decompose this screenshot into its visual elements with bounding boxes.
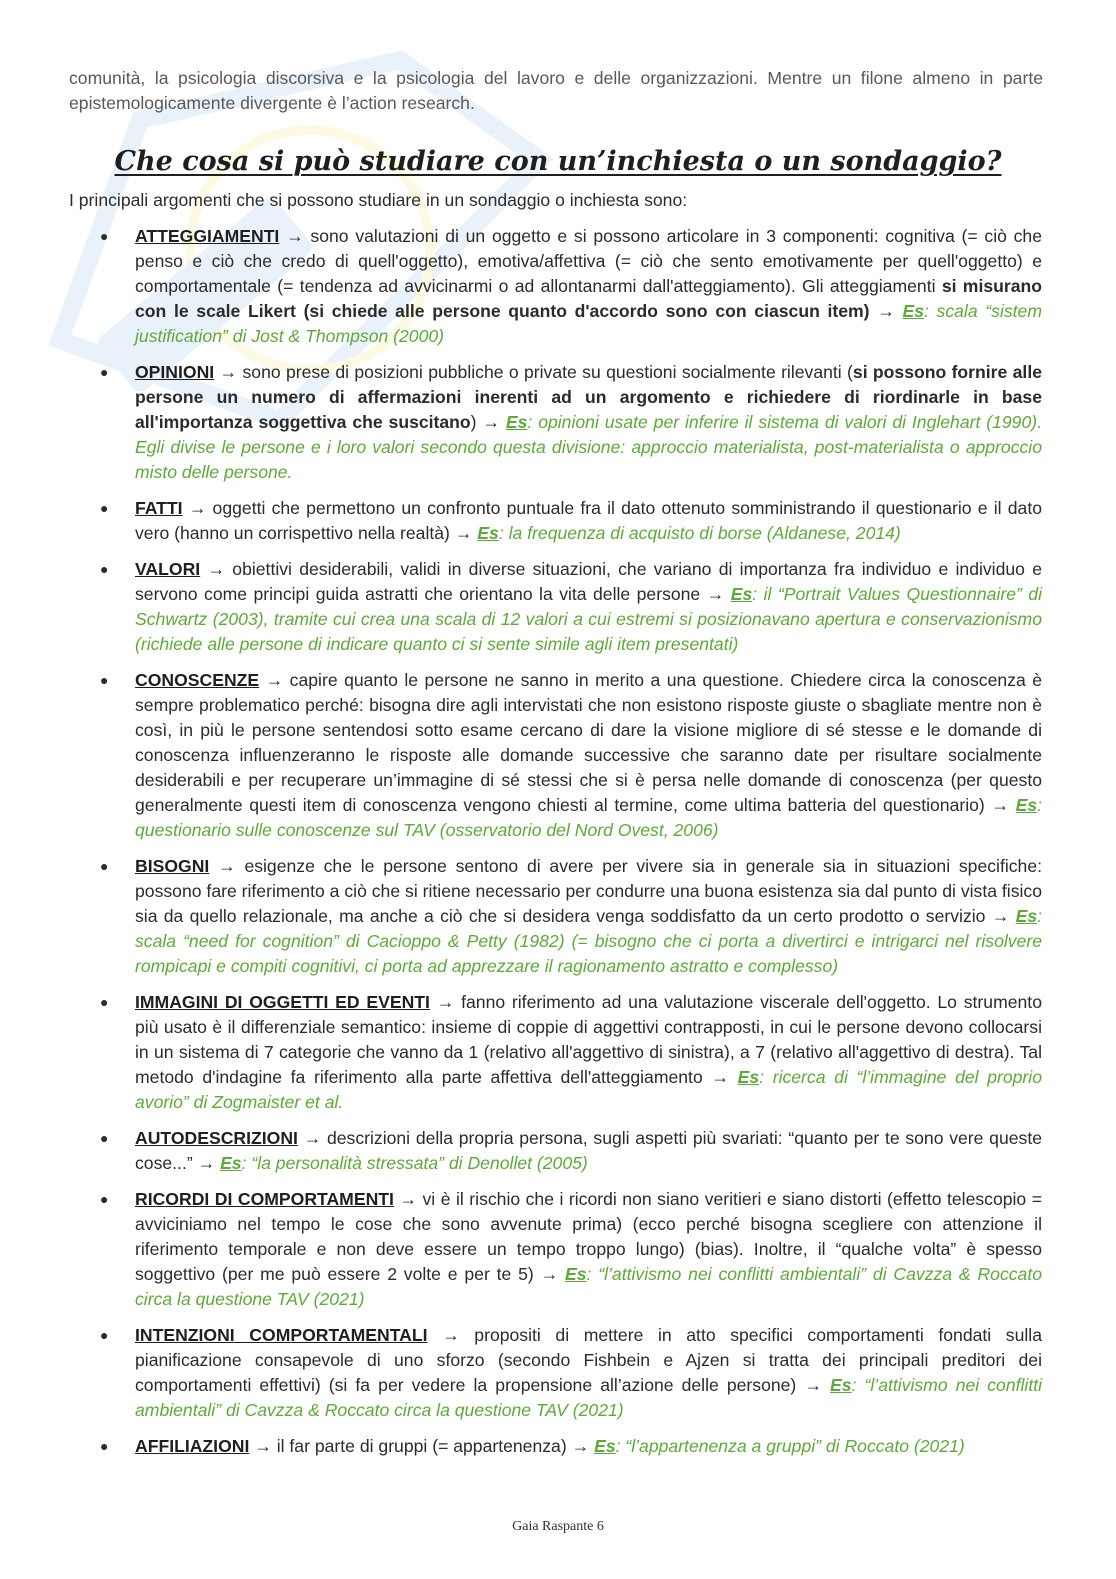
arrow-icon: → [804, 1375, 822, 1395]
item-text: sono prese di posizioni pubbliche o private su questioni socialmente rilevanti ( [237, 362, 853, 382]
list-item [0, 1187, 1116, 1312]
arrow-icon: → [265, 670, 284, 690]
arrow-icon: → [442, 1325, 460, 1345]
arrow-icon: → [482, 412, 501, 432]
example-text: : “l’attivismo nei conflitti ambientali” di Cavzza & Roccato circa la questione TAV (2021) [135, 1264, 1043, 1309]
item-term: AFFILIAZIONI [135, 1436, 250, 1456]
example-label: Es [477, 523, 499, 543]
example-text: : questionario sulle conoscenze sul TAV (osservatorio del Nord Ovest, 2006) [135, 795, 1043, 840]
arrow-icon: → [711, 1067, 729, 1087]
list-item [0, 496, 1116, 546]
list-item [0, 360, 1116, 485]
arrow-icon: → [197, 1153, 216, 1173]
example-text: : “l’attivismo nei conflitti ambientali” di Cavzza & Roccato circa la questione TAV (2021) [135, 1375, 1042, 1420]
example-label: Es [1015, 906, 1038, 926]
item-text: propositi di mettere in atto specifici comportamenti fondati sulla pianificazione consapevole di uno sforzo (secondo Fishbein e Ajzen si tratta dei principali preditori dei comportamenti effettivi) (si fa per vedere la propensione all’azione delle persone) [135, 1325, 1042, 1395]
example-label: Es [1015, 795, 1038, 815]
bullet-icon: ● [100, 1130, 109, 1146]
item-text: capire quanto le persone ne sanno in merito a una questione. Chiedere circa la conoscenza è sempre problematico perché: bisogna dire agli intervistati che non esistono risposte giuste o sbagliate mentre non è così, in più le persone sentendosi sotto esame cercano di dare la visione migliore di sé stesse e le domande di conoscenza influenzeranno le risposte alle domande successive che saranno date per risultare socialmente desiderabili e per recuperare un’immagine di sé stessi che si è persa nelle domande di conoscenza (per questo generalmente questi item di conoscenza vengono chiesti al termine, come ultima batteria del questionario) [135, 670, 1042, 815]
list-item [0, 990, 1116, 1115]
arrow-icon: → [219, 362, 238, 382]
item-term: RICORDI DI COMPORTAMENTI [135, 1189, 394, 1209]
item-term: AUTODESCRIZIONI [135, 1128, 298, 1148]
arrow-icon: → [218, 856, 236, 876]
arrow-icon: → [454, 523, 473, 543]
example-label: Es [737, 1067, 760, 1087]
list-item [0, 854, 1116, 979]
bullet-icon: ● [100, 672, 109, 688]
arrow-icon: → [188, 498, 207, 518]
topics-list [0, 224, 1116, 1470]
bullet-icon: ● [100, 228, 109, 244]
item-term: INTENZIONI COMPORTAMENTALI [135, 1325, 428, 1345]
item-term: BISOGNI [135, 856, 210, 876]
arrow-icon: → [286, 226, 304, 246]
bullet-icon: ● [100, 500, 109, 516]
example-label: Es [902, 301, 924, 321]
arrow-icon: → [303, 1128, 322, 1148]
arrow-icon: → [877, 301, 895, 321]
arrow-icon: → [991, 795, 1009, 815]
bullet-icon: ● [100, 994, 109, 1010]
item-term: OPINIONI [135, 362, 215, 382]
page-footer: Gaia Raspante 6 [512, 1519, 604, 1534]
example-text: : ricerca di “l’immagine del proprio avorio” di Zogmaister et al. [135, 1067, 1042, 1112]
item-text: obiettivi desiderabili, validi in diverse situazioni, che variano di importanza fra individuo e individuo e servono come principi guida astratti che orientano la vita delle persone [135, 559, 1042, 604]
example-label: Es [505, 412, 528, 432]
bullet-icon: ● [100, 1327, 109, 1343]
item-text: esigenze che le persone sentono di avere per vivere sia in generale sia in situazioni specifiche: possono fare riferimento a ciò che si ritiene necessario per condurre una buona esistenza sia dal punto di vista fisico sia da quello relazionale, ma anche a ciò che si desidera venga soddisfatto da un certo prodotto o servizio [135, 856, 1043, 926]
item-bold-text: si misurano con le scale Likert (si chiede alle persone quanto d'accordo sono con ciascun item) [135, 276, 1042, 321]
item-term: VALORI [135, 559, 201, 579]
list-item [0, 224, 1116, 349]
list-item [0, 1323, 1116, 1423]
list-item [0, 557, 1116, 657]
arrow-icon: → [571, 1436, 590, 1456]
item-term: CONOSCENZE [135, 670, 260, 690]
example-label: Es [565, 1264, 587, 1284]
item-text: oggetti che permettono un confronto puntuale fra il dato ottenuto somministrando il questionario e il dato vero (hanno un corrispettivo nella realtà) [135, 498, 1042, 543]
arrow-icon: → [436, 992, 455, 1012]
example-label: Es [220, 1153, 242, 1173]
intro-paragraph: comunità, la psicologia discorsiva e la psicologia del lavoro e delle organizzazioni. Mentre un filone almeno in parte epistemologicamente divergente è l’action research. [69, 68, 1043, 113]
example-text: : scala “sistem justification” di Jost & Thompson (2000) [135, 301, 1042, 346]
arrow-icon: → [991, 906, 1010, 926]
item-text-2: ) [470, 412, 483, 432]
example-label: Es [594, 1436, 616, 1456]
bullet-icon: ● [100, 561, 109, 577]
lead-sentence: I principali argomenti che si possono studiare in un sondaggio o inchiesta sono: [69, 190, 688, 210]
example-text: : “la personalità stressata” di Denollet (2005) [241, 1153, 588, 1173]
bullet-icon: ● [100, 858, 109, 874]
example-text: : il “Portrait Values Questionnaire” di Schwartz (2003), tramite cui crea una scala di 12 valori a cui estremi si posizionavano apertura e conservazionismo (richiede alle persone di indicare quanto ci si sente simile agli item presentati) [135, 584, 1042, 654]
item-text: descrizioni della propria persona, sugli aspetti più svariati: “quanto per te sono vere queste cose...” [135, 1128, 1043, 1173]
item-bold-text: si possono fornire alle persone un numero di affermazioni inerenti ad un argomento e richiedere di riordinarle in base all'importanza soggettiva che suscitano [135, 362, 1042, 432]
bullet-icon: ● [100, 1191, 109, 1207]
arrow-icon: → [399, 1189, 418, 1209]
example-text: : scala “need for cognition” di Cacioppo & Petty (1982) (= bisogno che ci porta a divertirci e intrigarci nel risolvere rompicapi e compiti cognitivi, ci porta ad apprezzare il ragionamento astratto e complesso) [135, 906, 1043, 976]
item-term: IMMAGINI DI OGGETTI ED EVENTI [135, 992, 430, 1012]
item-term: FATTI [135, 498, 183, 518]
example-text: : la frequenza di acquisto di borse (Aldanese, 2014) [498, 523, 901, 543]
example-label: Es [830, 1375, 852, 1395]
item-term: ATTEGGIAMENTI [135, 226, 280, 246]
list-item [0, 1126, 1116, 1176]
item-text: fanno riferimento ad una valutazione viscerale dell'oggetto. Lo strumento più usato è il differenziale semantico: insieme di coppie di aggettivi contrapposti, in cui le persone devono collocarsi in un sistema di 7 categorie che vanno da 1 (relativo all'aggettivo di sinistra), a 7 (relativo all'aggettivo di destra). Tal metodo d'indagine fa riferimento alla parte affettiva dell'atteggiamento [135, 992, 1042, 1087]
list-item [0, 668, 1116, 843]
section-heading: Che cosa si può studiare con un’inchiesta o un sondaggio? [114, 146, 1002, 177]
example-text: : “l’appartenenza a gruppi” di Roccato (2021) [615, 1436, 965, 1456]
bullet-icon: ● [100, 1438, 109, 1454]
item-text: vi è il rischio che i ricordi non siano veritieri e siano distorti (effetto telescopio = avviciniamo nel tempo le cose che sono avvenute prima) (ecco perché bisogna scegliere con attenzione il riferimento temporale e non deve essere un tempo troppo lungo) (bias). Inoltre, il “qualche volta” è spesso soggettivo (per me può essere 2 volte e per te 5) [135, 1189, 1042, 1284]
list-item [0, 1434, 1116, 1459]
arrow-icon: → [254, 1436, 272, 1456]
example-text: : opinioni usate per inferire il sistema di valori di Inglehart (1990). Egli divise le persone e i loro valori secondo questa divisione: approccio materialista, post-materialista o approccio misto delle persone. [135, 412, 1043, 482]
arrow-icon: → [540, 1264, 559, 1284]
arrow-icon: → [207, 559, 226, 579]
example-label: Es [730, 584, 753, 604]
item-text: il far parte di gruppi (= appartenenza) [271, 1436, 572, 1456]
arrow-icon: → [706, 584, 725, 604]
bullet-icon: ● [100, 364, 109, 380]
item-text: sono valutazioni di un oggetto e si possono articolare in 3 componenti: cognitiva (= ciò che penso e ciò che credo di quell'oggetto), emotiva/affettiva (= ciò che sento emotivamente per quell'oggetto) e comportamentale (= tendenza ad avvicinarmi o ad allontanarmi dall'atteggiamento). Gli atteggiamenti [135, 226, 1042, 296]
